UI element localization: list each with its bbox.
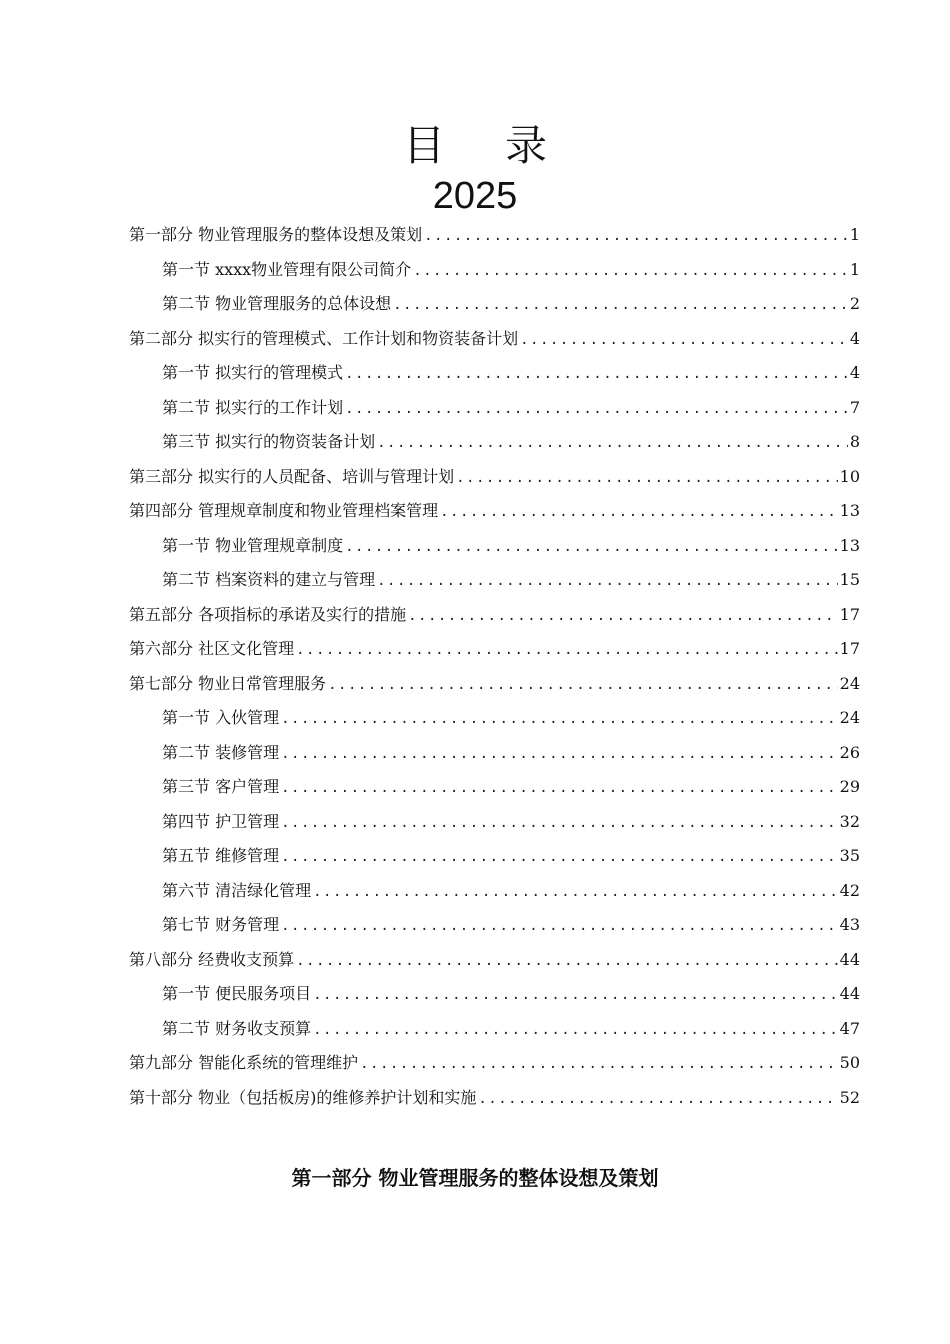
toc-entry-page: 8: [849, 432, 860, 451]
toc-entry[interactable]: [129, 874, 860, 909]
toc-leader-dots: [281, 806, 838, 841]
toc-entry-label: 第五节 维修管理: [162, 846, 280, 865]
toc-entry-page: 24: [839, 673, 860, 693]
toc-title-left: 目: [402, 121, 445, 170]
toc-leader-dots: [328, 668, 838, 703]
toc-entry-label: 第一节 拟实行的管理模式: [162, 363, 344, 382]
toc-entry[interactable]: [129, 770, 860, 805]
toc-entry[interactable]: [129, 253, 860, 288]
toc-entry-label: 第七节 财务管理: [162, 915, 280, 934]
toc-leader-dots: [313, 978, 838, 1013]
toc-entry-page: 17: [839, 639, 860, 658]
toc-entry-label: 第十部分 物业（包括板房)的维修养护计划和实施: [129, 1087, 477, 1107]
toc-entry-label: 第七部分 物业日常管理服务: [129, 673, 327, 693]
toc-entry-page: 13: [839, 501, 860, 520]
toc-entry-label: 第四节 护卫管理: [162, 811, 280, 831]
toc-leader-dots: [413, 254, 848, 289]
toc-leader-dots: [520, 323, 848, 358]
toc-entry[interactable]: [129, 943, 860, 978]
toc-entry-label: 第二部分 拟实行的管理模式、工作计划和物资装备计划: [129, 328, 519, 348]
toc-entry-label: 第二节 装修管理: [162, 742, 280, 762]
toc-entry-page: 44: [839, 949, 860, 969]
toc-entry-label: 第一节 物业管理规章制度: [162, 535, 344, 555]
toc-leader-dots: [281, 840, 838, 875]
toc-entry-page: 15: [839, 570, 860, 589]
toc-entry-page: 47: [839, 1018, 860, 1038]
toc-leader-dots: [345, 357, 848, 392]
toc-entry-page: 35: [839, 846, 860, 865]
toc-entry-page: 52: [839, 1087, 860, 1107]
toc-leader-dots: [393, 288, 848, 323]
toc-entry[interactable]: [129, 218, 860, 253]
toc-entry[interactable]: [129, 460, 860, 495]
toc-entry[interactable]: [129, 977, 860, 1012]
toc-entry-page: 32: [839, 811, 860, 831]
toc-leader-dots: [478, 1082, 837, 1117]
toc-entry-page: 26: [839, 742, 860, 762]
toc-entry[interactable]: [129, 1081, 860, 1116]
toc-leader-dots: [377, 564, 838, 599]
toc-entry[interactable]: [129, 1012, 860, 1047]
toc-entry-page: 7: [849, 397, 860, 417]
toc-entry[interactable]: [129, 839, 860, 874]
table-of-contents: [129, 218, 860, 1115]
toc-leader-dots: [296, 633, 838, 668]
toc-entry[interactable]: [129, 736, 860, 771]
toc-entry-label: 第九部分 智能化系统的管理维护: [129, 1053, 359, 1072]
toc-entry[interactable]: [129, 701, 860, 736]
toc-entry[interactable]: [129, 425, 860, 460]
toc-leader-dots: [281, 909, 838, 944]
toc-entry[interactable]: [129, 356, 860, 391]
toc-entry-page: 1: [849, 259, 860, 279]
toc-entry-label: 第五部分 各项指标的承诺及实行的措施: [129, 604, 407, 624]
toc-entry[interactable]: [129, 667, 860, 702]
section-heading: 第一部分 物业管理服务的整体设想及策划: [291, 1166, 659, 1190]
toc-entry-label: 第一节 xxxx物业管理有限公司简介: [162, 259, 412, 279]
toc-title-right: 录: [505, 121, 548, 170]
toc-leader-dots: [456, 461, 838, 496]
toc-leader-dots: [281, 702, 838, 737]
toc-entry-label: 第一节 便民服务项目: [162, 984, 312, 1003]
toc-entry-page: 2: [849, 294, 860, 313]
toc-leader-dots: [296, 944, 838, 979]
toc-entry[interactable]: [129, 563, 860, 598]
toc-entry-page: 13: [839, 535, 860, 555]
toc-leader-dots: [424, 219, 848, 254]
toc-entry-page: 17: [839, 604, 860, 624]
toc-leader-dots: [313, 1013, 838, 1048]
toc-entry-label: 第一节 入伙管理: [162, 708, 280, 727]
toc-entry-label: 第四部分 管理规章制度和物业管理档案管理: [129, 501, 439, 520]
toc-entry[interactable]: [129, 391, 860, 426]
toc-leader-dots: [281, 771, 838, 806]
toc-leader-dots: [313, 875, 838, 910]
toc-leader-dots: [281, 737, 838, 772]
toc-entry-label: 第八部分 经费收支预算: [129, 949, 295, 969]
toc-leader-dots: [345, 392, 848, 427]
toc-title: [0, 118, 950, 174]
toc-leader-dots: [377, 426, 848, 461]
toc-entry-page: 24: [839, 708, 860, 727]
toc-entry[interactable]: [129, 529, 860, 564]
toc-entry-page: 43: [839, 915, 860, 934]
toc-entry[interactable]: [129, 1046, 860, 1081]
toc-entry-label: 第二节 拟实行的工作计划: [162, 397, 344, 417]
toc-entry-label: 第六部分 社区文化管理: [129, 639, 295, 658]
toc-entry-page: 29: [839, 777, 860, 796]
toc-entry-label: 第一部分 物业管理服务的整体设想及策划: [129, 225, 423, 244]
toc-entry[interactable]: [129, 322, 860, 357]
toc-entry-page: 50: [839, 1053, 860, 1072]
toc-entry[interactable]: [129, 287, 860, 322]
year-heading: 2025: [432, 175, 518, 217]
toc-entry-page: 1: [849, 225, 860, 244]
toc-entry[interactable]: [129, 805, 860, 840]
toc-entry-page: 10: [839, 466, 860, 486]
toc-leader-dots: [345, 530, 838, 565]
toc-entry-page: 4: [849, 328, 860, 348]
toc-entry-page: 42: [839, 880, 860, 900]
toc-entry[interactable]: [129, 598, 860, 633]
toc-entry[interactable]: [129, 494, 860, 529]
toc-entry-page: 44: [839, 984, 860, 1003]
toc-entry-label: 第六节 清洁绿化管理: [162, 880, 312, 900]
toc-entry-label: 第三节 拟实行的物资装备计划: [162, 432, 376, 451]
toc-entry[interactable]: [129, 908, 860, 943]
toc-entry-label: 第二节 档案资料的建立与管理: [162, 570, 376, 589]
toc-entry-label: 第二节 财务收支预算: [162, 1018, 312, 1038]
toc-entry-label: 第二节 物业管理服务的总体设想: [162, 294, 392, 313]
toc-leader-dots: [440, 495, 838, 530]
toc-entry[interactable]: [129, 632, 860, 667]
toc-leader-dots: [408, 599, 838, 634]
toc-entry-page: 4: [849, 363, 860, 382]
toc-entry-label: 第三部分 拟实行的人员配备、培训与管理计划: [129, 466, 455, 486]
toc-leader-dots: [360, 1047, 838, 1082]
toc-entry-label: 第三节 客户管理: [162, 777, 280, 796]
